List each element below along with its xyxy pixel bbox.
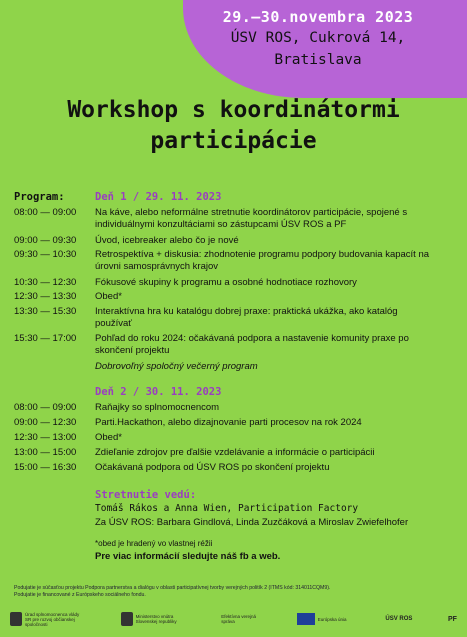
schedule-row (14, 402, 435, 414)
time: 09:00 — 09:30 (14, 235, 77, 246)
logo-label: PF (447, 615, 457, 623)
evening-program-note: Dobrovoľný spoločný večerný program (95, 361, 258, 372)
time: 08:00 — 09:00 (14, 402, 77, 413)
logo-ministry (121, 612, 186, 626)
schedule-row (14, 277, 435, 289)
logo-usvros-govt (10, 612, 85, 627)
day1-heading: Deň 1 / 29. 11. 2023 (95, 191, 222, 203)
description: Obed* (95, 291, 122, 302)
title-line1: Workshop s koordinátormi (67, 97, 400, 123)
event-venue-line1: ÚSV ROS, Cukrová 14, (230, 30, 406, 46)
hosts-line2: Za ÚSV ROS: Barbara Gindlová, Linda Zuzčáková a Miroslav Zwiefelhofer (95, 517, 409, 528)
schedule-row (14, 291, 435, 303)
program-label: Program: (14, 191, 65, 203)
hosts-heading: Stretnutie vedú: (95, 489, 197, 501)
description: Parti.Hackathon, alebo dizajnovanie parti procesov na rok 2024 (95, 417, 362, 428)
hosts-line1-text: Tomáš Rákos a Anna Wien, Participation Factory (95, 503, 359, 514)
time: 12:30 — 13:30 (14, 291, 77, 302)
schedule-row (14, 235, 435, 247)
logo-label: Európska únia (317, 616, 347, 622)
title-line2: participácie (150, 128, 317, 154)
schedule-row (14, 333, 435, 356)
funding-footer (14, 585, 454, 599)
description: Na káve, alebo neformálne stretnutie koordinátorov participácie, spojené s individuálnymi konzultáciami so zástupcami ÚSV ROS a PF (95, 207, 408, 230)
description: Pohľad do roku 2024: očakávaná podpora a nastavenie komunity praxe po skončení projektu (95, 333, 409, 356)
time: 12:30 — 13:00 (14, 432, 77, 443)
coat-of-arms-icon (10, 612, 22, 626)
time: 13:30 — 15:30 (14, 306, 77, 317)
description: Retrospektíva + diskusia: zhodnotenie programu podpory budovania kapacít na úrovni samosprávnych krajov (95, 249, 430, 272)
event-venue-line2: Bratislava (274, 52, 362, 68)
day2-heading: Deň 2 / 30. 11. 2023 (95, 386, 222, 398)
logo-label: Ministerstvo vnútra Slovenskej republiky (135, 614, 177, 624)
logo-evs (221, 614, 261, 624)
description: Obed* (95, 432, 122, 443)
time: 08:00 — 09:00 (14, 207, 77, 218)
logo-label: Efektívna verejná správa (221, 614, 256, 624)
event-header (183, 8, 453, 70)
description: Interaktívna hra ku katalógu dobrej praxe: praktická ukážka, ako katalóg používať (95, 306, 398, 329)
description: Zdieľanie zdrojov pre ďalšie vzdelávanie a informácie o participácii (95, 447, 375, 458)
logo-label: ÚSV ROS (385, 615, 413, 622)
schedule-row (14, 432, 435, 444)
time: 10:30 — 12:30 (14, 277, 77, 288)
time: 15:30 — 17:00 (14, 333, 77, 344)
schedule-row (14, 447, 435, 459)
coat-of-arms-icon (121, 612, 133, 626)
more-info: Pre viac informácií sledujte náš fb a web. (95, 551, 281, 562)
lunch-note: *obed je hradený vo vlastnej réžii (95, 539, 213, 548)
logo-usvros (385, 617, 412, 622)
footer-line2: Podujatie je financované z Európskeho sociálneho fondu. (14, 592, 146, 598)
time: 09:00 — 12:30 (14, 417, 77, 428)
description: Fókusové skupiny k programu a osobné hodnotiace rozhovory (95, 277, 357, 288)
schedule-row (14, 207, 435, 230)
schedule-row (14, 417, 435, 429)
time: 09:30 — 10:30 (14, 249, 77, 260)
logo-label: Úrad splnomocnenca vlády SR pre rozvoj občianskej spoločnosti (25, 611, 80, 627)
time: 13:00 — 15:00 (14, 447, 77, 458)
hosts-line1 (95, 503, 358, 515)
schedule-row (14, 306, 435, 329)
logo-pf (448, 617, 457, 622)
description: Očakávaná podpora od ÚSV ROS po skončení projektu (95, 462, 330, 473)
time: 15:00 — 16:30 (14, 462, 77, 473)
eu-flag-icon (297, 613, 315, 625)
footer-line1: Podujatie je súčasťou projektu Podpora partnerstva a dialógu v oblasti participatívnej tvorby verejných politík 2 (ITMS kód: 314011CQM9). (14, 585, 331, 591)
description: Raňajky so splnomocnencom (95, 402, 220, 413)
logo-eu (297, 613, 350, 625)
event-dates: 29.–30.novembra 2023 (222, 8, 414, 26)
description: Úvod, icebreaker alebo čo je nové (95, 235, 239, 246)
page-title (0, 95, 467, 157)
schedule-row (14, 462, 435, 474)
partner-logos (10, 608, 457, 630)
schedule-row (14, 249, 435, 272)
